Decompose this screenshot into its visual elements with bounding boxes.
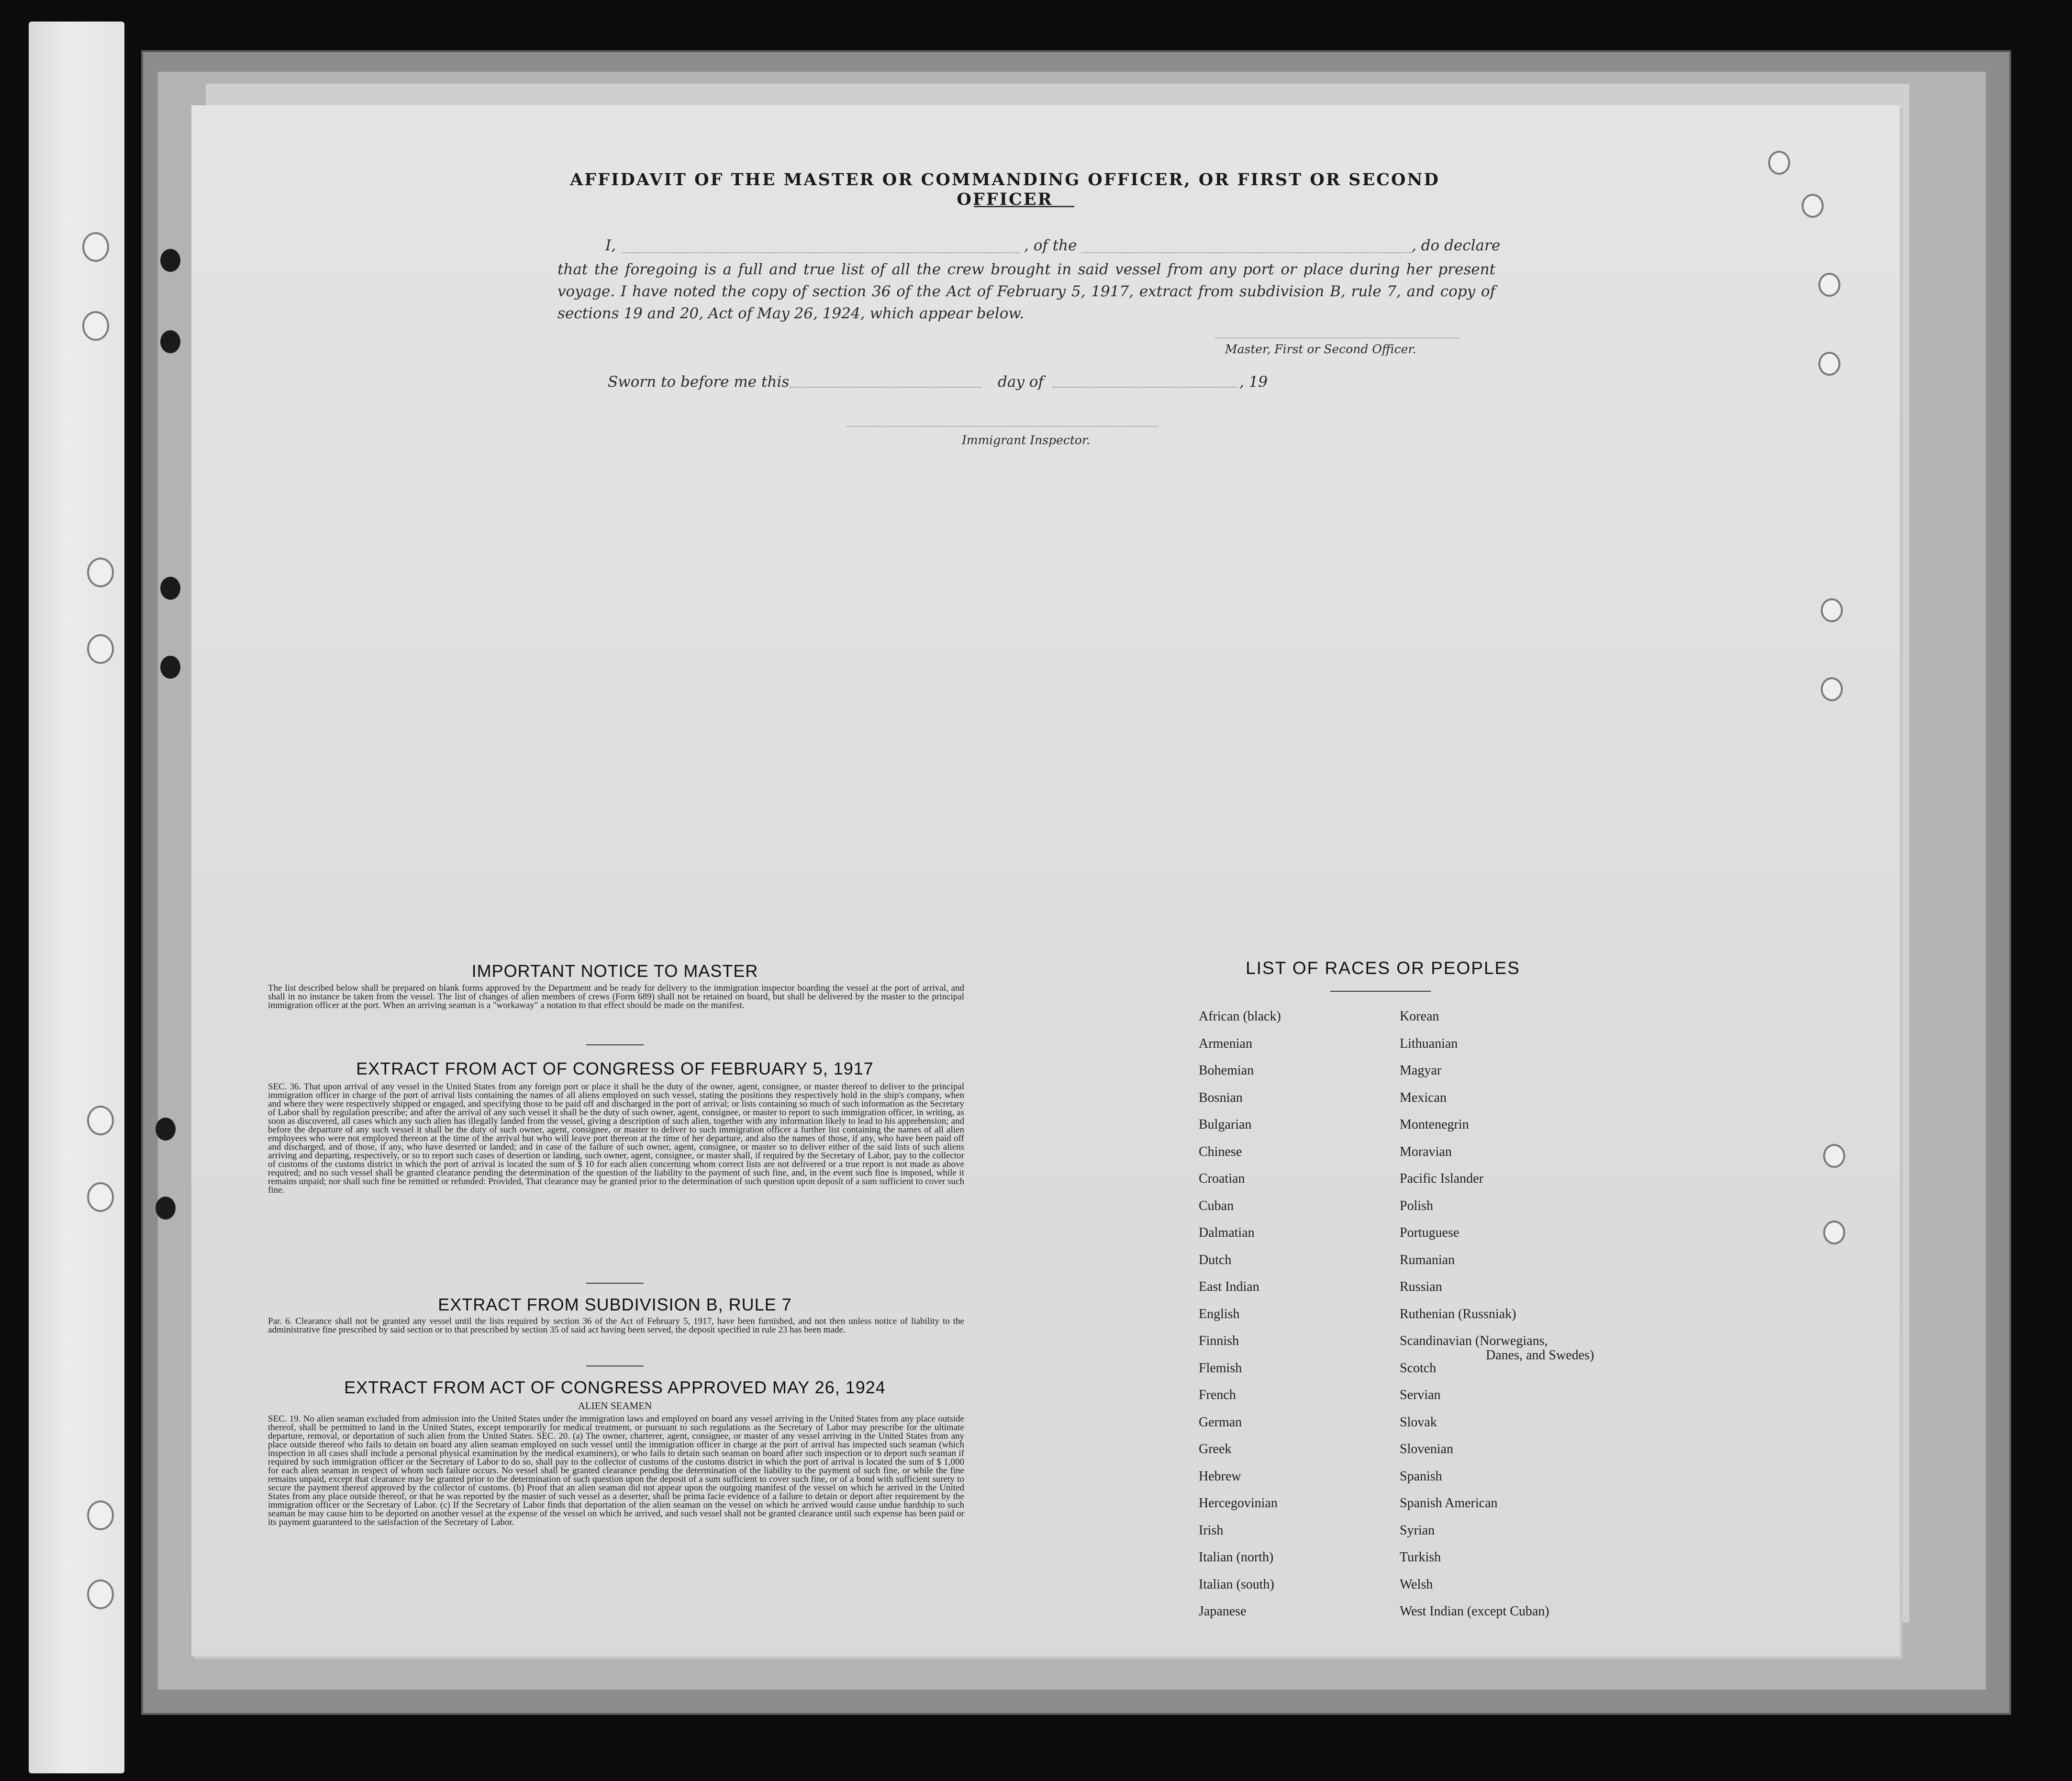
inspector-label: Immigrant Inspector. [962, 433, 1091, 447]
extract-1924-title: EXTRACT FROM ACT OF CONGRESS APPROVED MAY 26, 1924 [344, 1378, 886, 1397]
race-item: Korean [1400, 1009, 1439, 1024]
race-item: Bosnian [1199, 1090, 1243, 1105]
race-item: Russian [1400, 1279, 1442, 1294]
punch-hole [87, 1579, 114, 1609]
race-item: Turkish [1400, 1550, 1441, 1565]
race-item: African (black) [1199, 1009, 1281, 1024]
punch-hole [1802, 194, 1824, 218]
inspector-signature-line [847, 426, 1158, 427]
race-item: Syrian [1400, 1523, 1435, 1538]
binding-hole [160, 330, 180, 353]
extract-1924-subtitle: ALIEN SEAMEN [578, 1400, 652, 1411]
punch-hole [87, 634, 114, 664]
race-item: West Indian (except Cuban) [1400, 1604, 1549, 1619]
punch-hole [82, 232, 109, 262]
vessel-blank [1081, 252, 1412, 253]
year-text: , 19 [1239, 373, 1268, 391]
punch-hole [1768, 151, 1790, 175]
punch-hole [1818, 352, 1840, 376]
race-item: Magyar [1400, 1063, 1442, 1078]
title-divider [974, 206, 1074, 207]
divider [586, 1283, 644, 1284]
punch-hole [87, 1501, 114, 1530]
race-item: Bulgarian [1199, 1117, 1252, 1132]
race-item: Montenegrin [1400, 1117, 1469, 1132]
race-item: Bohemian [1199, 1063, 1254, 1078]
binding-hole [160, 656, 180, 679]
race-item: Cuban [1199, 1198, 1234, 1213]
name-blank [622, 252, 1019, 253]
race-item: Greek [1199, 1442, 1232, 1456]
race-item: Rumanian [1400, 1252, 1455, 1267]
race-item: German [1199, 1414, 1242, 1430]
binding-hole [160, 577, 180, 600]
punch-hole [1818, 273, 1840, 297]
punch-hole [82, 311, 109, 341]
race-item: Finnish [1199, 1333, 1239, 1348]
race-item: East Indian [1199, 1279, 1259, 1294]
race-item: Servian [1400, 1388, 1441, 1402]
race-item: Irish [1199, 1523, 1224, 1538]
race-item: Spanish [1400, 1468, 1442, 1484]
race-item: Pacific Islander [1400, 1171, 1483, 1186]
race-item: Moravian [1400, 1144, 1452, 1159]
day-of-text: day of [998, 373, 1044, 391]
signature-line [1215, 337, 1459, 338]
race-item: Slovenian [1400, 1442, 1453, 1456]
race-item: Hercegovinian [1199, 1496, 1278, 1511]
binding-hole [156, 1118, 176, 1141]
punch-hole [1823, 1144, 1845, 1168]
rule7-title: EXTRACT FROM SUBDIVISION B, RULE 7 [438, 1295, 792, 1314]
extract-1924-text: SEC. 19. No alien seaman excluded from admission into the United States under the immigration laws and employed on board any vessel arriving in the United States from any place outside thereof, shall be permitted to land in the United States, except temporarily for medical treatment, or pursuant to such regulations as the Secretary of Labor may prescribe for the ultimate departure, removal, or deportation of such alien from the United States. SEC. 20. (a) The owner, charterer, agent, consignee, or master of any vessel arriving in the United States from any place outside thereof who fails to detain on board any alien seaman employed on such vessel until the immigration officer in charge at the port of arrival has inspected such seaman (which inspection in all cases shall include a personal physical examination by the medical examiners), or who fails to detain such seaman on board after such inspection or to deport such seaman if required by such immigration officer or the Secretary of Labor to do so, shall pay to the collector of customs of the customs district in which the port of arrival is located the sum of $ 1,000 for each alien seaman in respect of whom such failure occurs. No vessel shall be granted clearance pending the determination of the liability to the payment of such fine, or while the fine remains unpaid, except that clearance may be granted prior to the determination of such question upon the deposit of a sum sufficient to cover such fine, or of a bond with sufficient surety to secure the payment thereof approved by the collector of customs. (b) Proof that an alien seaman did not appear upon the outgoing manifest of the vessel on which he arrived in the United States from any place outside thereof, or that he was reported by the master of such vessel as a deserter, shall be prima facie evidence of a failure to detain or deport after requirement by the immigration officer or the Secretary of Labor. (c) If the Secretary of Labor finds that deportation of the alien seaman on the vessel on which he arrived would cause undue hardship to such seaman he may cause him to be deported on another vessel at the expense of the vessel on which he arrived, and such vessel shall not be granted clearance until such expense has been paid or its payment guaranteed to the satisfaction of the Secretary of Labor. [268, 1414, 964, 1527]
signature-label: Master, First or Second Officer. [1225, 342, 1416, 356]
binding-hole [156, 1197, 176, 1220]
punch-hole [1821, 598, 1843, 622]
race-item: Spanish American [1400, 1496, 1498, 1511]
races-divider [1330, 991, 1431, 992]
punch-hole [1821, 677, 1843, 701]
race-item: Lithuanian [1400, 1036, 1458, 1051]
race-item: Armenian [1199, 1036, 1252, 1051]
race-item: Italian (south) [1199, 1577, 1274, 1592]
race-item: Danes, and Swedes) [1486, 1348, 1594, 1363]
race-item: Hebrew [1199, 1468, 1241, 1484]
affidavit-body: that the foregoing is a full and true list of all the crew brought in said vessel from any port or place during her present voyage. I have noted the copy of section 36 of the Act of February 5, 1917, extract from subdivision B, rule 7, and copy of sections 19 and 20, Act of May 26, 1924, which appear below. [557, 261, 1495, 322]
race-item: Scandinavian (Norwegians, [1400, 1333, 1548, 1348]
punch-hole [87, 558, 114, 587]
race-item: Chinese [1199, 1144, 1242, 1159]
race-item: Dalmatian [1199, 1225, 1255, 1240]
race-item: Welsh [1400, 1577, 1433, 1592]
races-title: LIST OF RACES OR PEOPLES [1246, 958, 1520, 978]
punch-hole [87, 1106, 114, 1135]
month-blank [1053, 387, 1237, 388]
notice-text: The list described below shall be prepared on blank forms approved by the Department and be ready for delivery to the immigration inspector boarding the vessel at the port of arrival, and shall in no instance be taken from the vessel. The list of changes of alien members of crews (Form 689) shall not be retained on board, but shall be delivered by the master to the principal immigration officer at the port. When an arriving seaman is a "workaway" a notation to that effect should be made on the manifest. [268, 983, 964, 1010]
sworn-text: Sworn to before me this [608, 373, 790, 391]
notice-title: IMPORTANT NOTICE TO MASTER [471, 961, 758, 981]
race-item: Croatian [1199, 1171, 1245, 1186]
race-item: Italian (north) [1199, 1550, 1274, 1565]
race-item: Ruthenian (Russniak) [1400, 1306, 1516, 1322]
race-item: French [1199, 1388, 1236, 1402]
race-item: Mexican [1400, 1090, 1447, 1105]
race-item: Japanese [1199, 1604, 1247, 1619]
punch-hole [1823, 1221, 1845, 1244]
race-item: Flemish [1199, 1360, 1242, 1376]
race-item: English [1199, 1306, 1240, 1322]
binding-hole [160, 249, 180, 272]
race-item: Polish [1400, 1198, 1434, 1213]
day-blank [790, 387, 981, 388]
punch-hole [87, 1182, 114, 1212]
race-item: Dutch [1199, 1252, 1232, 1267]
extract-1917-title: EXTRACT FROM ACT OF CONGRESS OF FEBRUARY 5, 1917 [356, 1059, 874, 1078]
race-item: Portuguese [1400, 1225, 1459, 1240]
divider [586, 1366, 644, 1367]
affidavit-i: I, [605, 237, 616, 254]
affidavit-title: AFFIDAVIT OF THE MASTER OR COMMANDING OFFICER, OR FIRST OR SECOND OFFICER [570, 170, 1440, 209]
divider [586, 1044, 644, 1045]
extract-1917-text: SEC. 36. That upon arrival of any vessel in the United States from any foreign port or place it shall be the duty of the owner, agent, consignee, or master thereof to deliver to the principal immigration officer in charge of the port of arrival lists containing the names of all aliens employed on such vessel, stating the positions they respectively hold in the ship's company, when and where they were respectively shipped or engaged, and specifying those to be paid off and discharged in the port of arrival; or lists containing so much of such information as the Secretary of Labor shall by regulation prescribe; and after the arrival of any such vessel it shall be the duty of such owner, agent, consignee, or master to report to such immigration officer, in writing, as soon as discovered, all cases which any such alien has illegally landed from the vessel, giving a description of such alien, together with any information likely to lead to his apprehension; and before the departure of any such vessel it shall be the duty of such owner, agent, consignee, or master to deliver to such immigration officer a further list containing the names of all alien employees who were not employed thereon at the time of the arrival but who will leave port thereon at the time of her departure, and also the names of those, if any, who have been paid off and discharged, and of those, if any, who have deserted or landed; and in case of the failure of such owner, agent, consignee, or master so to deliver either of the said lists of such aliens arriving and departing, respectively, or so to report such cases of desertion or landing, such owner, agent, consignee, or master shall, if required by the Secretary of Labor, pay to the collector of customs of the customs district in which the port of arrival is located the sum of $ 10 for each alien concerning whom correct lists are not delivered or a true report is not made as above required; and no such vessel shall be granted clearance pending the determination of the question of the liability to the payment of such fine, and, in the event such fine is imposed, while it remains unpaid; nor shall such fine be remitted or refunded: Provided, That clearance may be granted prior to the determination of such question upon deposit of a sum sufficient to cover such fine. [268, 1082, 964, 1195]
race-item: Scotch [1400, 1360, 1437, 1376]
race-item: Slovak [1400, 1414, 1437, 1430]
affidavit-declare: , do declare [1412, 237, 1501, 254]
affidavit-of-the: , of the [1024, 237, 1077, 254]
rule7-text: Par. 6. Clearance shall not be granted any vessel until the lists required by section 36 of the Act of February 5, 1917, have been furnished, and not then unless notice of liability to the administrative fine prescribed by said section or to that prescribed by section 35 of said act having been served, the deposit specified in rule 23 has been made. [268, 1316, 964, 1335]
